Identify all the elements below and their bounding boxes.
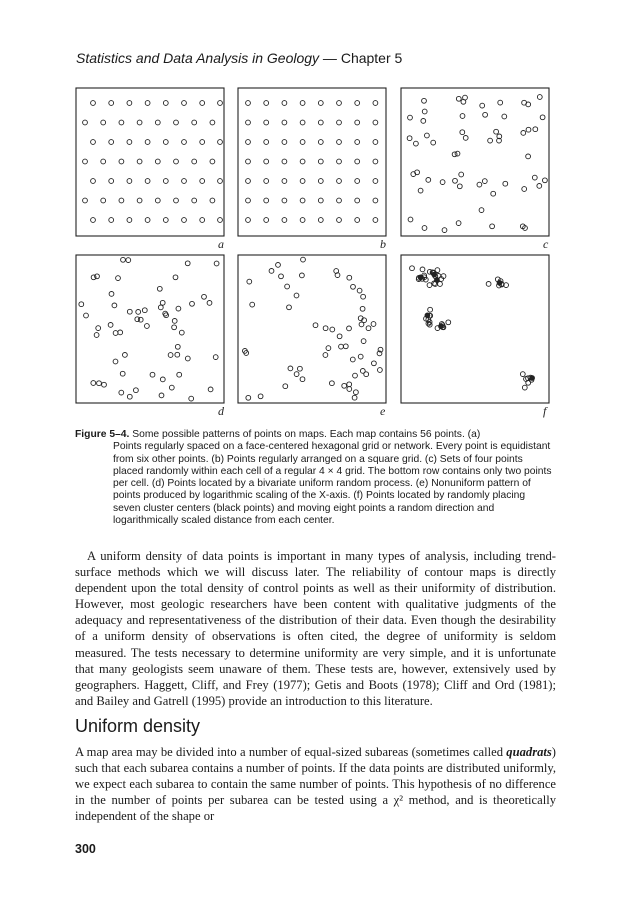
map-e-point [313, 323, 318, 328]
paragraph-text-before: A map area may be divided into a number of equal-sized subareas (sometimes called [75, 745, 507, 759]
map-d-point [213, 355, 218, 360]
map-c-point [442, 228, 447, 233]
panel-label-e: e [380, 404, 386, 418]
map-c-point [521, 131, 526, 136]
map-c-point [421, 119, 426, 124]
map-c-point [543, 178, 548, 183]
map-e-point [250, 302, 255, 307]
map-e-point [294, 293, 299, 298]
map-d-point [94, 333, 99, 338]
map-b-point [282, 159, 287, 164]
map-frame-b [238, 88, 386, 236]
map-b-point [337, 179, 342, 184]
map-d-point [136, 310, 141, 315]
map-b-point [355, 179, 360, 184]
map-a-point [91, 101, 96, 106]
map-a-point [155, 120, 160, 125]
map-c-point [488, 138, 493, 143]
map-f-point [520, 372, 525, 377]
paragraph-text: A uniform density of data points is important in many types of analysis, including trend-surface methods which we will discuss later. The reliability of contour maps is directly dependent upon the total density of control points as well as their uniformity of distribution. However, most geologic researchers have been content with qualitative judgments of the adequacy and representativeness of the distribution of their data. Even though the desirability of a uniform density of observations is often cited, the degree of uniformity is seldom measured. The tests necessary to determine uniformity are very simple, and it is unfortunate that many geologists seem unaware of them. These tests are, however, extensively used by geographers. Haggett, Cliff, and Frey (1977); Getis and Boots (1978); Cliff and Ord (1981); and Bailey and Gatrell (1995) provide an introduction to this literature. [75, 549, 556, 708]
map-b-point [246, 159, 251, 164]
map-a-point [192, 159, 197, 164]
map-a-point [192, 198, 197, 203]
map-e-point [339, 344, 344, 349]
map-e-point [371, 322, 376, 327]
map-a-point [163, 179, 168, 184]
map-c-point [494, 129, 499, 134]
map-a-point [182, 218, 187, 223]
map-d-point [134, 388, 139, 393]
paragraph-quadrats [75, 744, 556, 824]
map-a-point [163, 218, 168, 223]
map-b-point [264, 120, 269, 125]
map-c-point [483, 112, 488, 117]
map-a-point [137, 198, 142, 203]
map-d-point [79, 302, 84, 307]
map-c-point [482, 179, 487, 184]
map-d-point [176, 306, 181, 311]
map-d-point [160, 377, 165, 382]
map-frame-a [76, 88, 224, 236]
map-d-point [142, 308, 147, 313]
panel-label-f: f [543, 404, 547, 418]
map-a-point [101, 198, 106, 203]
map-a-point [119, 198, 124, 203]
map-d-point [172, 319, 177, 324]
map-e-point [360, 369, 365, 374]
section-heading: Uniform density [75, 716, 201, 736]
map-b-point [337, 140, 342, 145]
map-e-point [361, 294, 366, 299]
map-e-point [279, 274, 284, 279]
map-b-point [318, 179, 323, 184]
map-a-point [192, 120, 197, 125]
figure-caption [75, 429, 553, 527]
map-e-point [287, 305, 292, 310]
map-d-point [120, 371, 125, 376]
map-b-point [282, 218, 287, 223]
map-b-point [282, 198, 287, 203]
map-e-point [294, 372, 299, 377]
map-c-point [440, 180, 445, 185]
map-d-point [113, 331, 118, 336]
map-c-point [456, 221, 461, 226]
map-c-point [460, 130, 465, 135]
map-a-point [101, 159, 106, 164]
map-e-point [288, 366, 293, 371]
map-d-point [126, 258, 131, 263]
map-c-point [479, 208, 484, 213]
map-c-point [414, 141, 419, 146]
map-c-point [460, 114, 465, 119]
map-a-point [127, 101, 132, 106]
page-number: 300 [75, 842, 96, 856]
map-e-point [298, 366, 303, 371]
map-a-point [200, 101, 205, 106]
map-a-point [109, 218, 114, 223]
map-c-point [408, 115, 413, 120]
map-b-point [337, 218, 342, 223]
map-d-point [91, 381, 96, 386]
map-b-point [246, 179, 251, 184]
map-d-point [168, 353, 173, 358]
map-b-point [373, 140, 378, 145]
map-a-point [91, 179, 96, 184]
map-d-point [175, 344, 180, 349]
panel-label-c: c [543, 237, 549, 251]
map-f-cluster-center [497, 280, 502, 285]
map-b-point [337, 198, 342, 203]
map-d-point [123, 353, 128, 358]
map-e-point [353, 373, 358, 378]
map-a-point [210, 198, 215, 203]
map-a-point [218, 101, 223, 106]
map-a-point [210, 120, 215, 125]
map-e-point [361, 339, 366, 344]
map-c-point [537, 95, 542, 100]
map-d-point [164, 313, 169, 318]
map-a-point [83, 198, 88, 203]
map-b-point [300, 179, 305, 184]
map-e-point [354, 390, 359, 395]
map-b-point [246, 101, 251, 106]
map-d-point [159, 393, 164, 398]
map-c-point [453, 178, 458, 183]
map-f-point [428, 307, 433, 312]
map-d-point [127, 309, 132, 314]
map-e-point [342, 383, 347, 388]
map-a-point [101, 120, 106, 125]
map-c-point [422, 109, 427, 114]
map-d-point [96, 326, 101, 331]
map-c-point [431, 140, 436, 145]
map-d-point [214, 261, 219, 266]
map-e-point [330, 327, 335, 332]
map-d-point [169, 385, 174, 390]
map-e-point [323, 326, 328, 331]
map-e-point [269, 269, 274, 274]
map-b-point [373, 101, 378, 106]
map-d-point [185, 261, 190, 266]
map-a-point [91, 140, 96, 145]
map-e-point [337, 334, 342, 339]
map-b-point [337, 101, 342, 106]
map-d-point [150, 372, 155, 377]
map-d-point [175, 352, 180, 357]
map-d-point [145, 324, 150, 329]
map-b-point [246, 218, 251, 223]
figure-5-4 [0, 0, 629, 425]
map-d-point [202, 294, 207, 299]
map-e-point [347, 387, 352, 392]
map-a-point [155, 159, 160, 164]
map-b-point [373, 179, 378, 184]
map-b-point [264, 140, 269, 145]
map-d-point [157, 286, 162, 291]
caption-body: Points regularly spaced on a face-centered hexagonal grid or network. Every point is equidistant from six other points. (b) Points regularly arranged on a square grid. (c) Sets of four points placed randomly within each cell of a regular 4 × 4 grid. The bottom row contains only two points per cell. (d) Points located by a bivariate uniform random process. (e) Nonuniform pattern of points produced by logarithmic scaling of the X-axis. (f) Points located by randomly placing seven cluster centers (black points) and moving eight points a random direction and logarithmically scaled distance from each center. [113, 441, 552, 527]
map-f-point [486, 282, 491, 287]
map-b-point [355, 140, 360, 145]
map-a-point [200, 218, 205, 223]
map-d-point [118, 330, 123, 335]
map-b-point [355, 120, 360, 125]
chapter-label: Chapter 5 [340, 50, 403, 66]
map-d-point [177, 372, 182, 377]
map-b-point [300, 218, 305, 223]
map-a-point [83, 159, 88, 164]
map-c-point [418, 188, 423, 193]
map-c-point [459, 172, 464, 177]
map-b-point [264, 159, 269, 164]
map-a-point [127, 140, 132, 145]
map-f-point [427, 283, 432, 288]
map-b-point [300, 198, 305, 203]
map-b-point [264, 198, 269, 203]
map-b-point [246, 140, 251, 145]
map-e-point [283, 384, 288, 389]
map-e-point [350, 357, 355, 362]
map-a-point [137, 159, 142, 164]
map-c-point [426, 178, 431, 183]
map-d-point [173, 275, 178, 280]
map-a-point [127, 179, 132, 184]
map-a-point [119, 120, 124, 125]
map-b-point [264, 218, 269, 223]
map-b-point [282, 120, 287, 125]
map-c-point [422, 98, 427, 103]
map-c-point [503, 181, 508, 186]
map-b-point [318, 140, 323, 145]
map-c-point [526, 102, 531, 107]
map-c-point [502, 114, 507, 119]
map-b-point [355, 101, 360, 106]
map-a-point [145, 140, 150, 145]
map-c-point [490, 224, 495, 229]
map-c-point [455, 151, 460, 156]
map-b-point [355, 218, 360, 223]
map-d-point [127, 394, 132, 399]
map-f-cluster-center [418, 275, 423, 280]
map-d-point [172, 325, 177, 330]
map-c-point [526, 154, 531, 159]
map-d-point [208, 387, 213, 392]
map-b-point [355, 159, 360, 164]
map-a-point [137, 120, 142, 125]
map-d-point [138, 317, 143, 322]
map-e-point [326, 346, 331, 351]
map-c-point [533, 127, 538, 132]
map-d-point [113, 359, 118, 364]
map-a-point [145, 218, 150, 223]
map-a-point [174, 120, 179, 125]
map-a-point [109, 179, 114, 184]
map-e-point [330, 381, 335, 386]
map-b-point [300, 140, 305, 145]
map-a-point [218, 140, 223, 145]
map-a-point [127, 218, 132, 223]
map-d-point [190, 301, 195, 306]
map-d-point [179, 330, 184, 335]
map-e-point [352, 395, 357, 400]
map-e-point [300, 377, 305, 382]
panel-label-a: a [218, 237, 224, 251]
map-d-point [97, 381, 102, 386]
map-a-point [109, 140, 114, 145]
map-b-point [373, 218, 378, 223]
map-a-point [83, 120, 88, 125]
caption-label: Figure 5–4. [75, 429, 130, 440]
map-c-point [422, 226, 427, 231]
map-f-point [410, 266, 415, 271]
map-b-point [373, 120, 378, 125]
map-a-point [155, 198, 160, 203]
map-e-point [357, 288, 362, 293]
map-frame-e [238, 255, 386, 403]
map-a-point [91, 218, 96, 223]
map-f-point [420, 267, 425, 272]
map-e-point [276, 263, 281, 268]
map-b-point [318, 101, 323, 106]
map-c-point [537, 184, 542, 189]
map-e-point [300, 273, 305, 278]
map-d-point [108, 323, 113, 328]
map-c-point [498, 100, 503, 105]
map-d-point [102, 382, 107, 387]
book-title: Statistics and Data Analysis in Geology [76, 50, 320, 66]
map-b-point [318, 120, 323, 125]
map-d-point [121, 257, 126, 262]
map-b-point [282, 179, 287, 184]
map-a-point [200, 140, 205, 145]
map-a-point [145, 179, 150, 184]
map-d-point [207, 301, 212, 306]
paragraph-text-after: ) such that each subarea contains a number of points. If the data points are distributed uniformly, we expect each subarea to contain the same number of points. This hypothesis of no difference in the number of points per subarea can be tested using a χ² method, and is theoretically independent of the shape or [75, 745, 556, 824]
map-c-point [463, 136, 468, 141]
map-e-point [247, 279, 252, 284]
map-e-point [360, 306, 365, 311]
map-a-point [163, 101, 168, 106]
map-e-point [378, 368, 383, 373]
map-f-point [522, 385, 527, 390]
caption-first-line: Some possible patterns of points on maps. Each map contains 56 points. (a) [132, 429, 481, 440]
map-c-point [491, 191, 496, 196]
map-e-point [347, 326, 352, 331]
term-quadrats: quadrats [506, 745, 552, 759]
map-a-point [218, 179, 223, 184]
map-b-point [300, 159, 305, 164]
map-b-point [355, 198, 360, 203]
map-a-point [218, 218, 223, 223]
map-b-point [318, 218, 323, 223]
map-b-point [264, 179, 269, 184]
map-c-point [456, 96, 461, 101]
map-d-point [185, 356, 190, 361]
map-a-point [182, 140, 187, 145]
map-b-point [300, 120, 305, 125]
map-a-point [210, 159, 215, 164]
map-a-point [182, 179, 187, 184]
map-f-cluster-center [425, 313, 430, 318]
map-d-point [109, 292, 114, 297]
map-c-point [457, 184, 462, 189]
map-c-point [407, 136, 412, 141]
map-d-point [160, 300, 165, 305]
map-b-point [318, 198, 323, 203]
map-f-cluster-center [530, 376, 535, 381]
map-b-point [282, 140, 287, 145]
map-d-point [84, 313, 89, 318]
map-b-point [282, 101, 287, 106]
map-c-point [522, 187, 527, 192]
map-c-point [408, 217, 413, 222]
map-d-point [119, 390, 124, 395]
map-a-point [119, 159, 124, 164]
map-c-point [526, 127, 531, 132]
map-a-point [145, 101, 150, 106]
map-b-point [373, 198, 378, 203]
panel-label-b: b [380, 237, 386, 251]
map-d-point [158, 305, 163, 310]
map-d-point [112, 303, 117, 308]
map-a-point [182, 101, 187, 106]
map-a-point [174, 159, 179, 164]
map-b-point [337, 120, 342, 125]
map-f-point [446, 320, 451, 325]
map-c-point [463, 95, 468, 100]
map-c-point [540, 115, 545, 120]
map-a-point [174, 198, 179, 203]
paragraph-uniform-importance [75, 548, 556, 709]
map-b-point [264, 101, 269, 106]
map-e-point [301, 257, 306, 262]
map-a-point [109, 101, 114, 106]
map-b-point [318, 159, 323, 164]
map-e-point [351, 284, 356, 289]
map-e-point [343, 344, 348, 349]
map-e-point [366, 326, 371, 331]
map-e-point [258, 394, 263, 399]
map-c-point [532, 175, 537, 180]
running-head-separator: — [319, 50, 341, 66]
panel-label-d: d [218, 404, 224, 418]
map-f-cluster-center [435, 278, 440, 283]
map-f-cluster-center [439, 324, 444, 329]
map-a-point [200, 179, 205, 184]
map-e-point [347, 382, 352, 387]
map-b-point [373, 159, 378, 164]
map-e-point [372, 361, 377, 366]
map-e-point [285, 284, 290, 289]
map-f-point [435, 268, 440, 273]
map-b-point [246, 120, 251, 125]
map-e-point [246, 395, 251, 400]
map-d-point [189, 396, 194, 401]
map-a-point [163, 140, 168, 145]
map-c-point [477, 182, 482, 187]
map-d-point [116, 276, 121, 281]
map-c-point [425, 133, 430, 138]
map-e-point [358, 354, 363, 359]
map-e-point [347, 275, 352, 280]
map-c-point [480, 103, 485, 108]
map-b-point [337, 159, 342, 164]
map-b-point [300, 101, 305, 106]
map-e-point [323, 353, 328, 358]
map-b-point [246, 198, 251, 203]
